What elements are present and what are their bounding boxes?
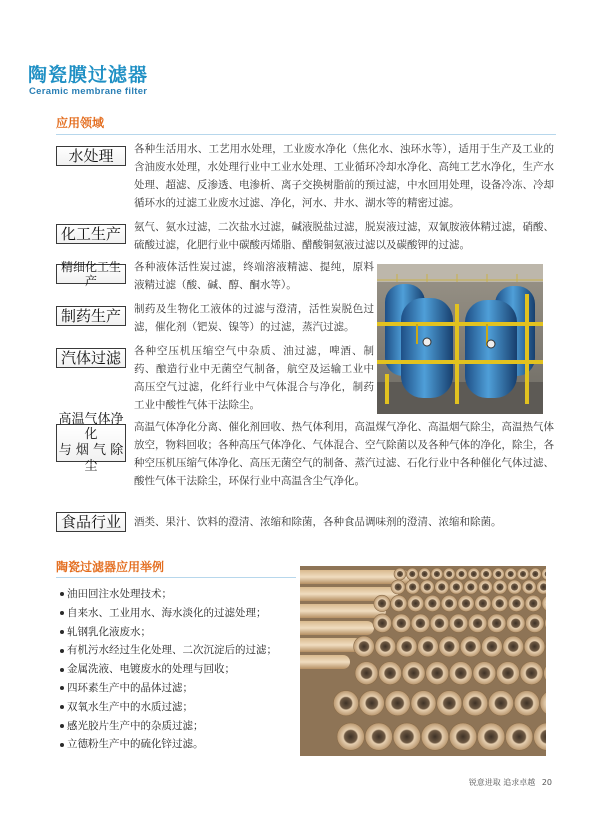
application-tag-high-temp-gas [56, 411, 126, 474]
tube-end [529, 568, 541, 580]
tube-end [402, 662, 425, 685]
tube-end [496, 662, 519, 685]
application-tag-pharma: 制药生产 [56, 306, 126, 326]
tube-end [333, 691, 358, 716]
page-subtitle: Ceramic membrane filter [29, 86, 148, 97]
list-item: 立德粉生产中的硫化锌过滤。 [60, 735, 277, 754]
tube-end [506, 614, 525, 633]
application-desc-chemical: 氨气、氨水过滤，二次盐水过滤，碱液脱盐过滤，脱炭液过滤，双氰胺液体精过滤，硝酸、硫酸过滤，化肥行业中碳酸丙烯脂、醋酸铜氨液过滤以及碳酸钾的过滤。 [134, 221, 554, 251]
application-desc-high-temp-gas: 高温气体净化分离、催化剂回收、热气体利用，高温煤气净化、高温烟气除尘，高温热气体放空，物料回收；各种高压气体净化、气体混合、空气除菌以及各种气体的净化，除尘，各种空压机压缩气体净化、高压无菌空气的制备、蒸汽过滤、石化行业中各种催化气体过滤、酸性气体干法除尘，环保行业中高温含尘气净化。 [134, 421, 554, 487]
page-title: 陶瓷膜过滤器 [28, 64, 149, 86]
footer-slogan: 锐意进取 追求卓越 [468, 778, 536, 787]
tube-end [365, 723, 392, 750]
bullet-icon [60, 743, 64, 747]
tube-end [482, 636, 503, 657]
tube-end [420, 580, 434, 594]
tube-end [375, 636, 396, 657]
tube-end [517, 568, 529, 580]
bullet-icon [60, 686, 64, 690]
tube-end [468, 614, 487, 633]
tube-end [354, 636, 375, 657]
list-item: 轧钢乳化液废水； [60, 623, 277, 642]
section-divider [56, 134, 556, 135]
section-title-applications: 应用领域 [56, 116, 105, 130]
tube-end [443, 568, 455, 580]
tube-end [373, 614, 392, 633]
application-desc-food: 酒类、果汁、饮料的澄清、浓缩和除菌，各种食品调味剂的澄清、浓缩和除菌。 [134, 516, 502, 528]
plant-illustration [377, 264, 543, 414]
tube-end [379, 662, 402, 685]
tube-end [506, 723, 533, 750]
tube-end [374, 595, 390, 611]
tube-end [491, 595, 507, 611]
application-tag-fine-chemical: 精细化工生产 [56, 264, 126, 284]
tag-line-1: 高温气体净化 [58, 411, 124, 443]
application-tag-water: 水处理 [56, 146, 126, 166]
tube-end [508, 595, 524, 611]
tube-end [421, 723, 448, 750]
tube-end [449, 580, 463, 594]
section-divider-examples [56, 577, 296, 578]
tube-end [396, 636, 417, 657]
list-item: 金属洗液、电镀废水的处理与回收； [60, 660, 277, 679]
tube-end [407, 595, 423, 611]
application-desc-gas: 各种空压机压缩空气中杂质、油过滤，啤酒、制药、酿造行业中无菌空气制备，航空及运输工业中高压空气过滤，化纤行业中气体混合与净化，制药工业中酸性气体干法除尘。 [134, 345, 374, 411]
tube-end [463, 691, 488, 716]
tube-end [449, 614, 468, 633]
tube-end [514, 691, 539, 716]
tube-end [394, 568, 406, 580]
tube-end [439, 636, 460, 657]
bullet-icon [60, 649, 64, 653]
tube-end [449, 723, 476, 750]
tube-end [449, 662, 472, 685]
list-item: 双氧水生产中的水质过滤； [60, 698, 277, 717]
application-desc-pharma: 制药及生物化工液体的过滤与澄清，活性炭脱色过滤，催化剂（钯炭、镍等）的过滤，蒸汽过滤。 [134, 303, 374, 333]
tube-end [456, 568, 468, 580]
tube-body [300, 655, 350, 669]
section-title-examples: 陶瓷过滤器应用举例 [56, 560, 165, 574]
tube-end [337, 723, 364, 750]
tube-end [418, 636, 439, 657]
example-list [60, 585, 277, 754]
tube-end [441, 595, 457, 611]
tube-end [507, 580, 521, 594]
application-tag-food: 食品行业 [56, 512, 126, 532]
tube-end [525, 595, 541, 611]
tube-end [458, 595, 474, 611]
tube-end [411, 691, 436, 716]
footer [469, 777, 552, 788]
tube-end [526, 614, 545, 633]
application-tag-gas: 汽体过滤 [56, 348, 126, 368]
application-desc-water: 各种生活用水、工艺用水处理，工业废水净化（焦化水、浊环水等），适用于生产及工业的含油废水处理，水处理行业中工业水处理、工业循环冷却水净化、高纯工艺水净化，生产水处理、超滤、反渗透、电渗析、离子交换树脂前的预过滤，中水回用处理，设备冷冻、冷却循环水的过滤工业废水过滤、净化，河水、井水、湖水等的精密过滤。 [134, 143, 554, 209]
tube-end [464, 580, 478, 594]
tube-body [300, 621, 374, 635]
tube-body [300, 638, 362, 652]
tube-end [493, 580, 507, 594]
tube-end [424, 595, 440, 611]
tube-end [391, 595, 407, 611]
tube-end [430, 614, 449, 633]
tube-end [487, 614, 506, 633]
bullet-icon [60, 630, 64, 634]
ceramic-membrane-tubes-photo [300, 566, 546, 756]
tube-end [492, 568, 504, 580]
bullet-icon [60, 724, 64, 728]
application-desc-fine-chemical: 各种液体活性炭过滤，终端溶液精滤、提纯，原料液精过滤（酸、碱、醇、酮水等）。 [134, 261, 374, 291]
bullet-icon [60, 611, 64, 615]
tube-end [520, 662, 543, 685]
tube-end [391, 580, 405, 594]
tube-end [478, 580, 492, 594]
tube-end [392, 614, 411, 633]
tube-end [473, 662, 496, 685]
tube-end [477, 723, 504, 750]
tube-end [393, 723, 420, 750]
tube-end [431, 568, 443, 580]
tube-end [522, 580, 536, 594]
tube-end [406, 568, 418, 580]
industrial-filter-plant-photo [377, 264, 543, 414]
list-item: 油田回注水处理技术； [60, 585, 277, 604]
tube-body [300, 604, 386, 618]
tube-end [488, 691, 513, 716]
tube-end [411, 614, 430, 633]
tubes-illustration [300, 566, 546, 756]
tube-end [385, 691, 410, 716]
list-item: 感光胶片生产中的杂质过滤； [60, 717, 277, 736]
list-item: 自来水、工业用水、海水淡化的过滤处理； [60, 604, 277, 623]
bullet-icon [60, 668, 64, 672]
tube-end [460, 636, 481, 657]
tube-end [426, 662, 449, 685]
tube-end [419, 568, 431, 580]
tube-end [505, 568, 517, 580]
tube-end [480, 568, 492, 580]
tube-end [437, 691, 462, 716]
application-tag-chemical: 化工生产 [56, 224, 126, 244]
tube-end [406, 580, 420, 594]
bullet-icon [60, 705, 64, 709]
list-item: 有机污水经过生化处理、二次沉淀后的过滤； [60, 641, 277, 660]
bullet-icon [60, 592, 64, 596]
tube-end [359, 691, 384, 716]
list-item: 四环素生产中的晶体过滤； [60, 679, 277, 698]
tube-end [524, 636, 545, 657]
tube-end [435, 580, 449, 594]
page-number: 20 [541, 778, 552, 787]
tube-end [503, 636, 524, 657]
tube-end [468, 568, 480, 580]
tube-end [475, 595, 491, 611]
tag-line-2: 与 烟 气 除 尘 [58, 443, 124, 474]
tube-end [355, 662, 378, 685]
